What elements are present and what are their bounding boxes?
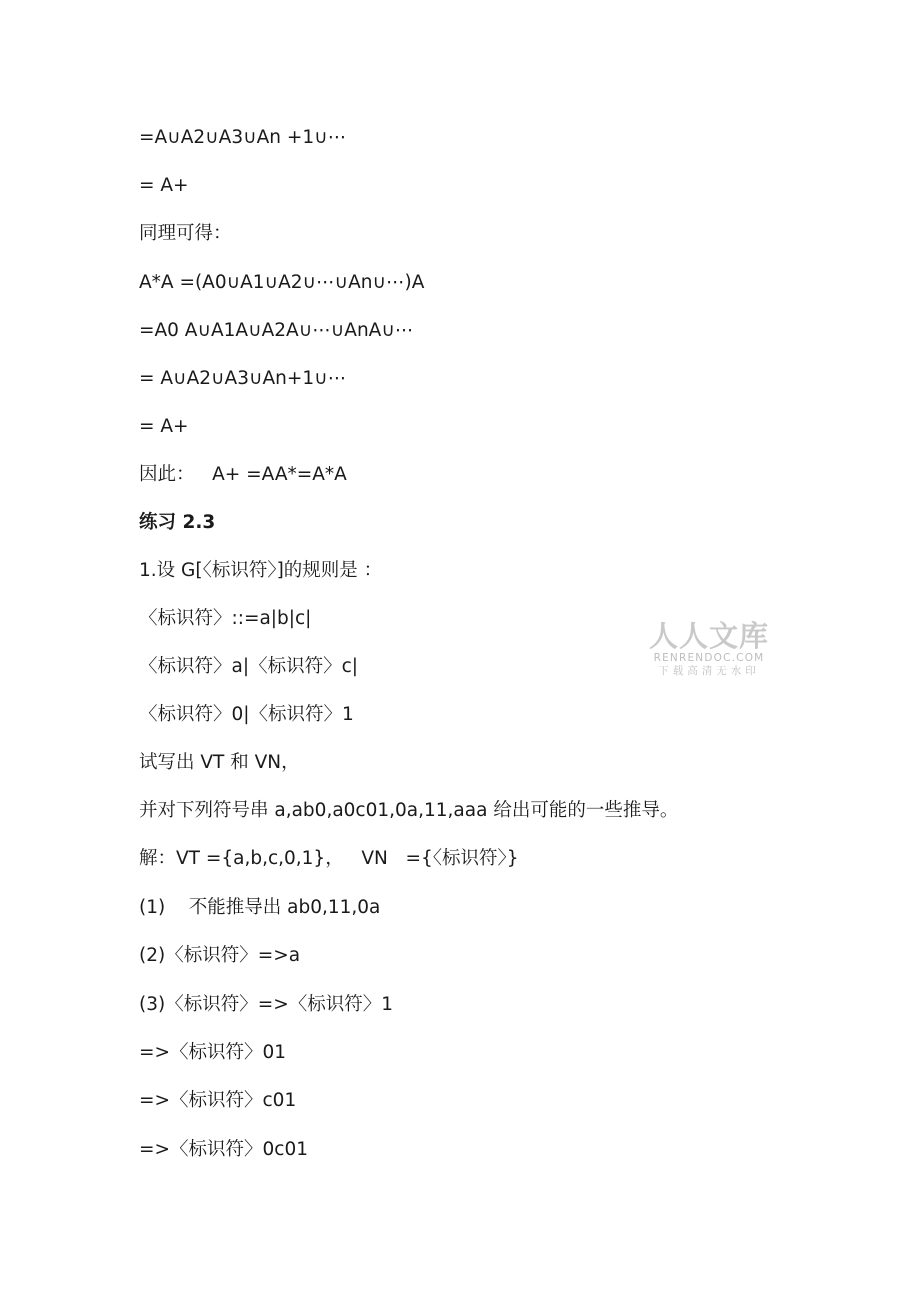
text-line: 1.设 G[〈标识符〉]的规则是 ：: [139, 560, 383, 581]
watermark-url: RENRENDOC.COM: [653, 652, 765, 664]
text-line: 〈标识符〉::=a|b|c|: [139, 608, 312, 629]
text-line: 试写出 VT 和 VN，: [139, 752, 300, 773]
text-line: (1) 不能推导出 ab0,11,0a: [139, 897, 381, 918]
text-line: 〈标识符〉a|〈标识符〉c|: [139, 656, 358, 677]
text-line: =A0 A∪A1A∪A2A∪⋯∪AnA∪⋯: [139, 320, 414, 341]
text-line: =A∪A2∪A3∪An +1∪⋯: [139, 127, 347, 148]
text-line: A*A =(A0∪A1∪A2∪⋯∪An∪⋯)A: [139, 272, 425, 293]
watermark-title: 人人文库: [648, 619, 769, 653]
text-line: =>〈标识符〉c01: [139, 1090, 297, 1111]
text-line: 因此： A+ =AA*=A*A: [139, 464, 347, 485]
text-line: 并对下列符号串 a,ab0,a0c01,0a,11,aaa 给出可能的一些推导。: [139, 800, 679, 821]
text-line: = A∪A2∪A3∪An+1∪⋯: [139, 368, 347, 389]
text-line: 〈标识符〉0|〈标识符〉1: [139, 704, 354, 725]
text-line: = A+: [139, 416, 189, 437]
text-line: =>〈标识符〉01: [139, 1042, 287, 1063]
watermark-subtitle: 下载高清无水印: [658, 665, 760, 677]
section-heading: 练习 2.3: [139, 512, 216, 533]
text-line: =>〈标识符〉0c01: [139, 1139, 308, 1160]
text-line: 解：VT ={a,b,c,0,1}， VN ={〈标识符〉}: [139, 848, 519, 869]
watermark: [646, 620, 772, 678]
text-line: = A+: [139, 175, 189, 196]
text-line: 同理可得：: [139, 223, 232, 244]
text-line: (2)〈标识符〉=>a: [139, 945, 301, 966]
text-line: (3)〈标识符〉=>〈标识符〉1: [139, 994, 393, 1015]
